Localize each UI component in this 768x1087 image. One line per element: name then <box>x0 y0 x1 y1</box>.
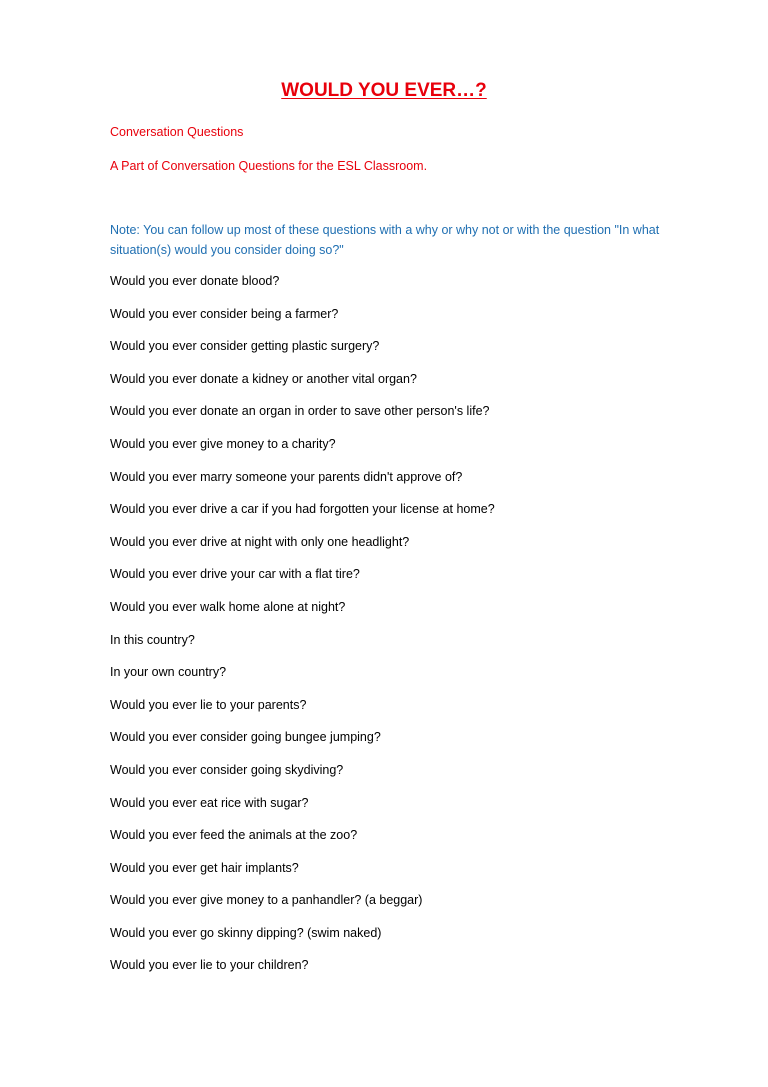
question-item: In this country? <box>110 632 195 647</box>
question-item: Would you ever go skinny dipping? (swim naked) <box>110 925 382 940</box>
question-item: Would you ever lie to your children? <box>110 958 309 973</box>
question-item: Would you ever give money to a panhandler? (a beggar) <box>110 893 423 908</box>
question-list <box>110 273 495 990</box>
question-item: Would you ever consider getting plastic surgery? <box>110 339 380 354</box>
question-item: Would you ever give money to a charity? <box>110 436 336 451</box>
question-item: Would you ever consider going skydiving? <box>110 762 344 777</box>
question-item: Would you ever donate an organ in order to save other person's life? <box>110 404 490 419</box>
question-item: Would you ever lie to your parents? <box>110 697 307 712</box>
subtitle-conversation-questions: Conversation Questions <box>110 125 244 139</box>
question-item: Would you ever drive at night with only one headlight? <box>110 534 410 549</box>
question-item: Would you ever get hair implants? <box>110 860 299 875</box>
question-item: Would you ever feed the animals at the zoo? <box>110 828 358 843</box>
subtitle-part-of: A Part of Conversation Questions for the ESL Classroom. <box>110 159 428 173</box>
question-item: Would you ever donate blood? <box>110 274 280 288</box>
question-item: Would you ever consider being a farmer? <box>110 306 339 321</box>
page-title-text: WOULD YOU EVER…? <box>281 80 487 101</box>
question-item: Would you ever drive a car if you had forgotten your license at home? <box>110 502 495 517</box>
question-item: Would you ever walk home alone at night? <box>110 599 346 614</box>
question-item: Would you ever drive your car with a flat tire? <box>110 567 360 582</box>
question-item: Would you ever eat rice with sugar? <box>110 795 309 810</box>
page-title <box>0 79 768 103</box>
note-paragraph: Note: You can follow up most of these questions with a why or why not or with the question "In what situation(s) would you consider doing so?" <box>110 223 660 257</box>
question-item: Would you ever marry someone your parents didn't approve of? <box>110 469 463 484</box>
question-item: In your own country? <box>110 665 227 680</box>
question-item: Would you ever consider going bungee jumping? <box>110 730 381 745</box>
question-item: Would you ever donate a kidney or another vital organ? <box>110 371 417 386</box>
